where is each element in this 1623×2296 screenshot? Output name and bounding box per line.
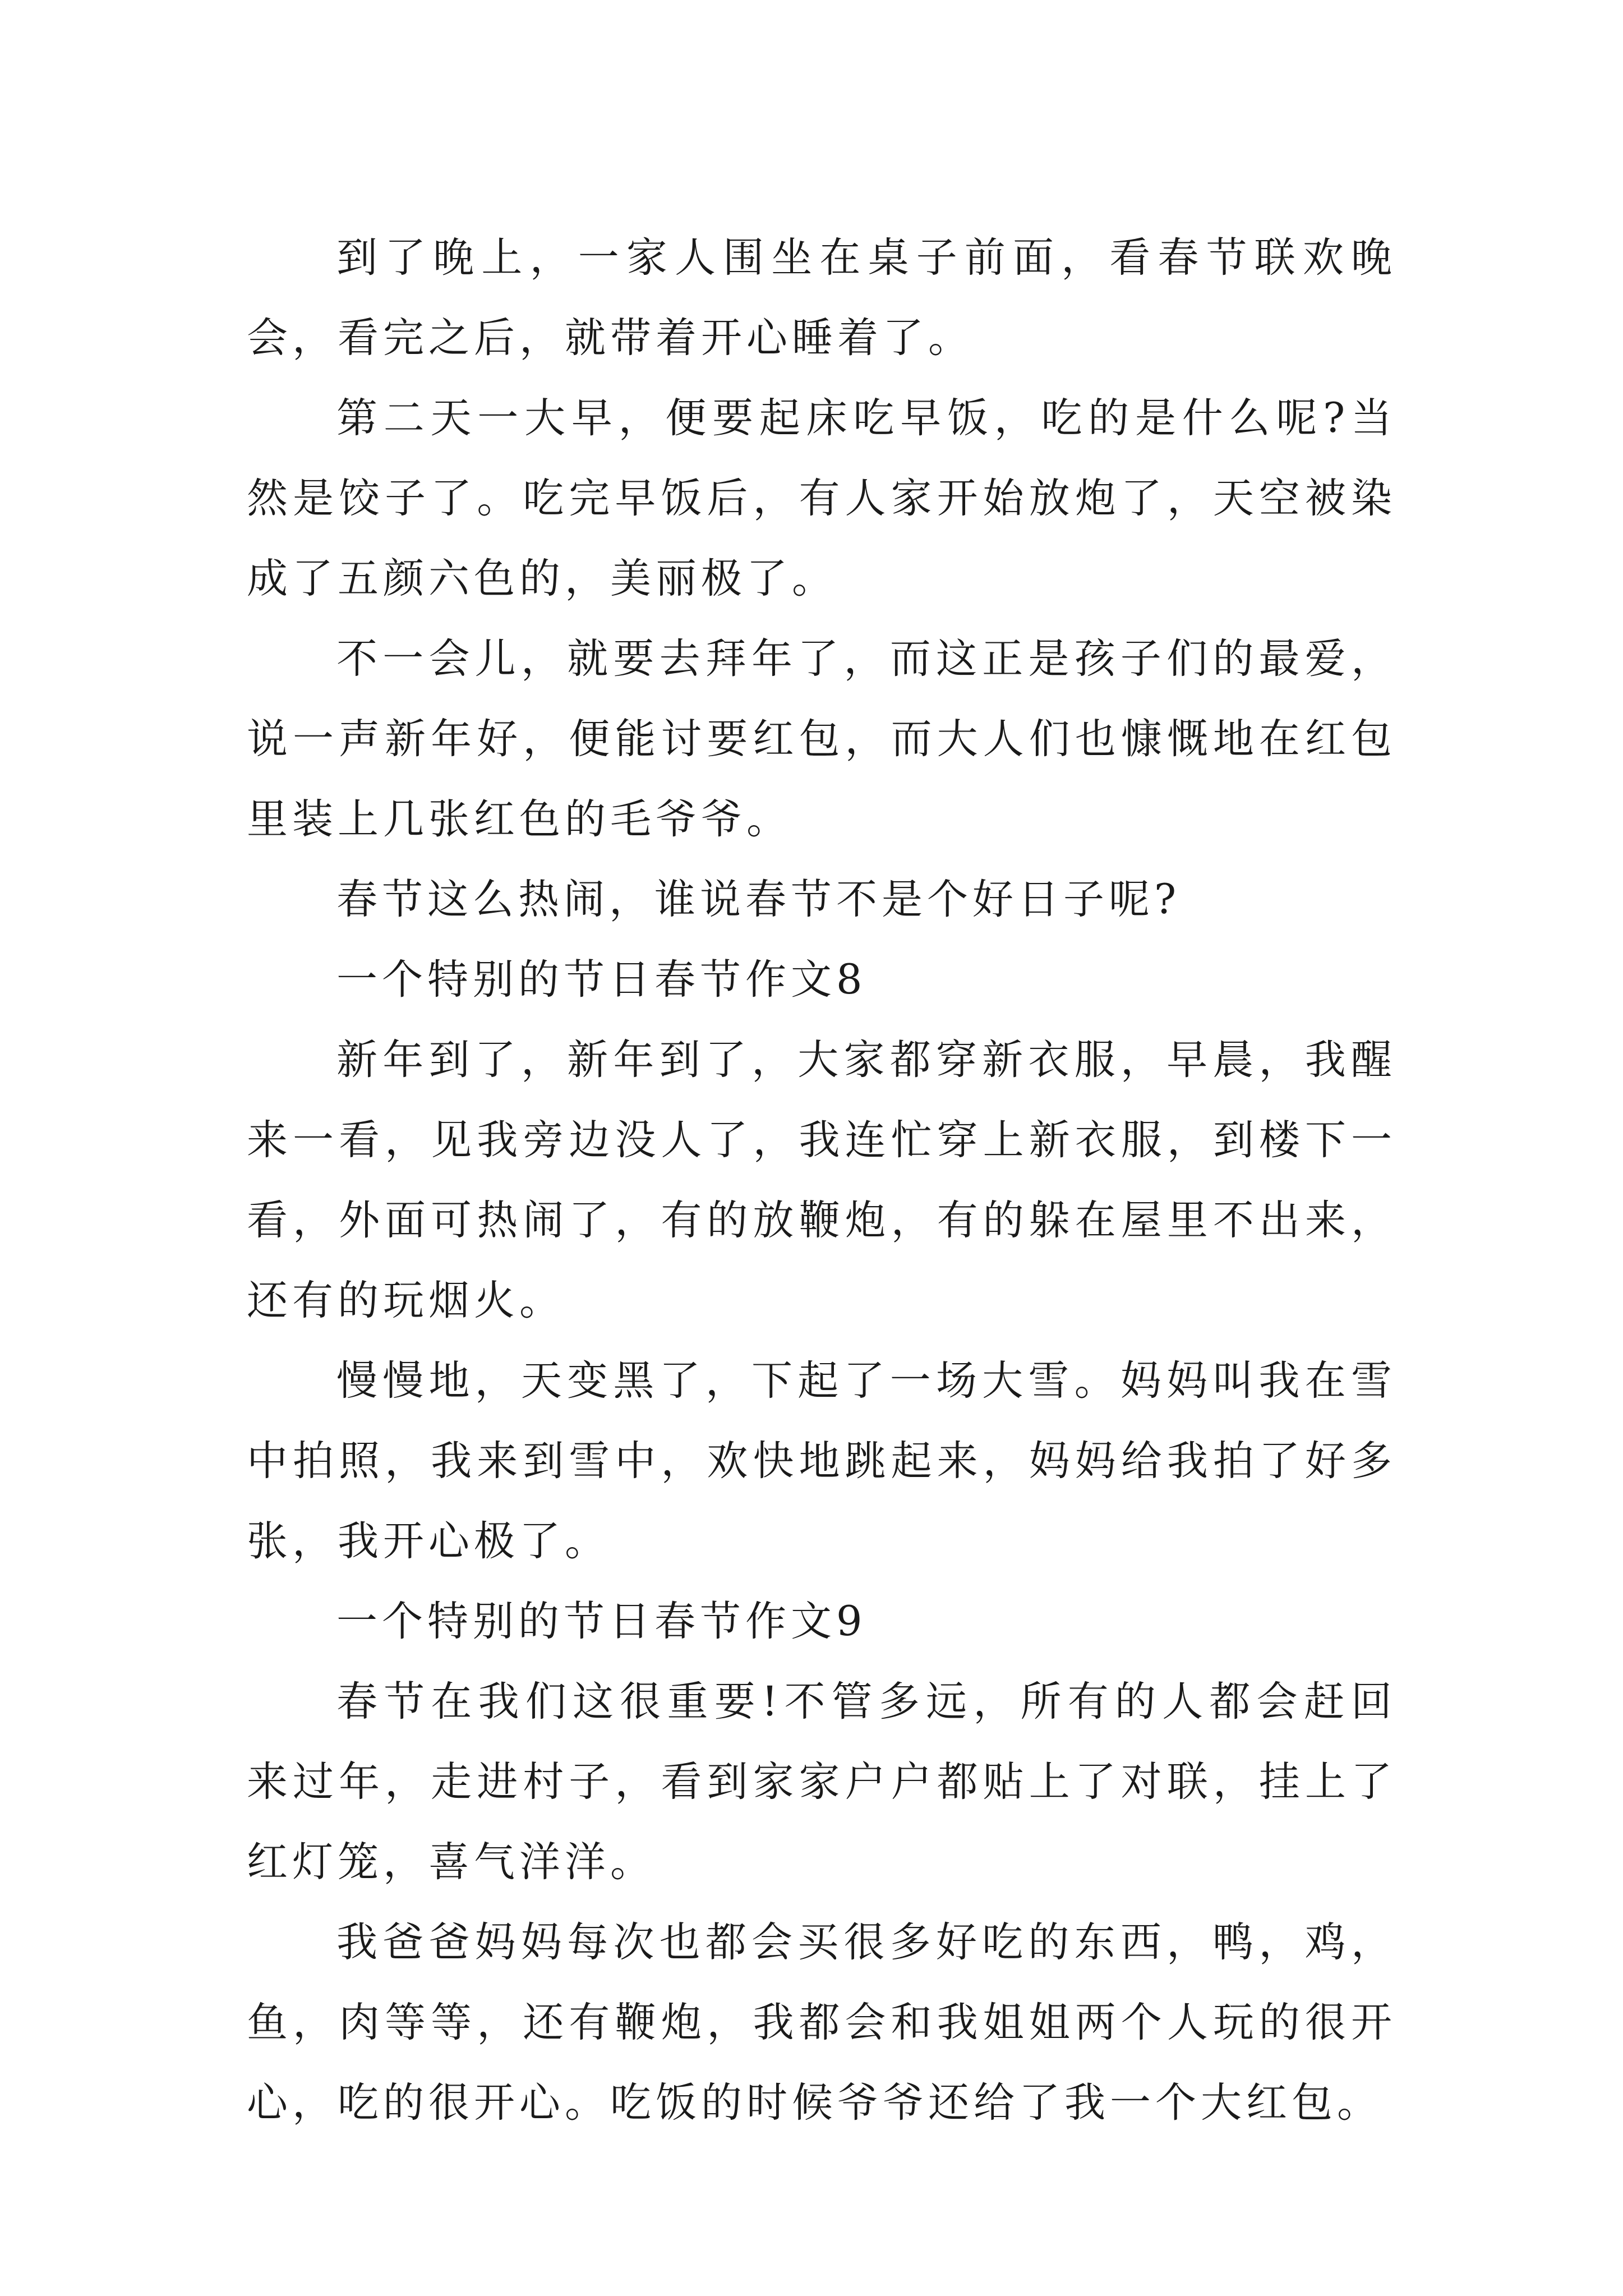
paragraph: 新年到了，新年到了，大家都穿新衣服，早晨，我醒来一看，见我旁边没人了，我连忙穿上新衣服，到楼下一看，外面可热闹了，有的放鞭炮，有的躲在屋里不出来，还有的玩烟火。 bbox=[247, 1036, 1396, 1324]
section-heading: 一个特别的节日春节作文9 bbox=[336, 1598, 867, 1645]
section-heading: 一个特别的节日春节作文8 bbox=[336, 956, 867, 1004]
paragraph: 不一会儿，就要去拜年了，而这正是孩子们的最爱，说一声新年好，便能讨要红包，而大人们也慷慨地在红包里装上几张红色的毛爷爷。 bbox=[247, 635, 1396, 843]
paragraph: 第二天一大早，便要起床吃早饭，吃的是什么呢?当然是饺子了。吃完早饭后，有人家开始放炮了，天空被染成了五颜六色的，美丽极了。 bbox=[247, 394, 1396, 602]
paragraph: 我爸爸妈妈每次也都会买很多好吃的东西，鸭，鸡，鱼，肉等等，还有鞭炮，我都会和我姐姐两个人玩的很开心，吃的很开心。吃饭的时候爷爷还给了我一个大红包。 bbox=[247, 1918, 1396, 2127]
document-body bbox=[247, 218, 1396, 2143]
paragraph: 慢慢地，天变黑了，下起了一场大雪。妈妈叫我在雪中拍照，我来到雪中，欢快地跳起来，妈妈给我拍了好多张，我开心极了。 bbox=[247, 1357, 1396, 1565]
paragraph: 春节在我们这很重要!不管多远，所有的人都会赶回来过年，走进村子，看到家家户户都贴上了对联，挂上了红灯笼，喜气洋洋。 bbox=[247, 1678, 1396, 1886]
paragraph: 到了晚上，一家人围坐在桌子前面，看春节联欢晚会，看完之后，就带着开心睡着了。 bbox=[247, 234, 1396, 362]
paragraph: 春节这么热闹，谁说春节不是个好日子呢? bbox=[336, 876, 1181, 923]
